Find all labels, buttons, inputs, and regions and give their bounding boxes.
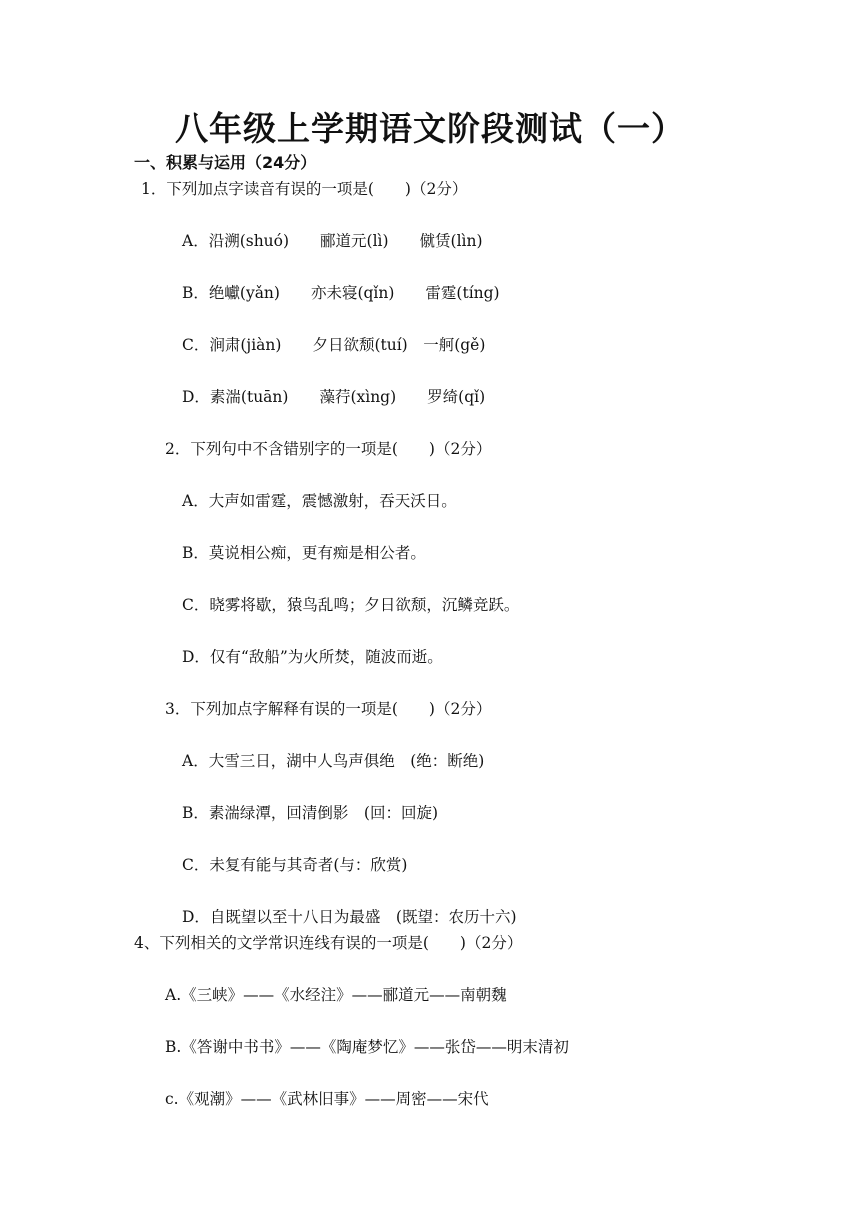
question-4-option-b: B.《答谢中书书》——《陶庵梦忆》——张岱——明末清初 xyxy=(165,1038,569,1056)
question-3-option-b: B．素湍绿潭，回清倒影 (回：回旋) xyxy=(182,804,438,822)
question-1-option-a: A．沿溯(shuó) 郦道元(lì) 僦赁(lìn) xyxy=(182,232,483,250)
question-4-option-a: A.《三峡》——《水经注》——郦道元——南朝魏 xyxy=(165,986,507,1004)
question-2-option-a: A．大声如雷霆，震憾激射，吞天沃日。 xyxy=(182,492,457,510)
question-2-option-d: D．仅有“敌船”为火所焚，随波而逝。 xyxy=(182,648,443,666)
question-2-option-c: C．晓雾将歇，猿鸟乱鸣；夕日欲颓，沉鳞竞跃。 xyxy=(182,596,520,614)
question-2-option-b: B．莫说相公痴，更有痴是相公者。 xyxy=(182,544,426,562)
question-3-option-c: C．未复有能与其奇者(与：欣赏) xyxy=(182,856,408,874)
question-1-option-d: D．素湍(tuān) 藻荇(xìng) 罗绮(qǐ) xyxy=(182,388,486,406)
question-2-stem: 2．下列句中不含错别字的一项是( )（2分） xyxy=(165,440,492,458)
question-3-option-d: D．自既望以至十八日为最盛 (既望：农历十六) xyxy=(182,908,517,926)
question-1-option-c: C．涧肃(jiàn) 夕日欲颓(tuí) 一舸(gě) xyxy=(182,336,486,354)
question-1-stem: 1．下列加点字读音有误的一项是( )（2分） xyxy=(141,180,468,198)
question-3-stem: 3．下列加点字解释有误的一项是( )（2分） xyxy=(165,700,492,718)
question-4-stem: 4、下列相关的文学常识连线有误的一项是( )（2分） xyxy=(134,934,523,952)
section-heading: 一、积累与运用（24分） xyxy=(134,153,317,172)
question-4-option-c: c.《观潮》——《武林旧事》——周密——宋代 xyxy=(165,1090,489,1108)
question-1-option-b: B．绝巘(yǎn) 亦未寝(qǐn) 雷霆(tíng) xyxy=(182,284,500,302)
page-title: 八年级上学期语文阶段测试（一） xyxy=(175,109,685,148)
question-3-option-a: A．大雪三日，湖中人鸟声俱绝 (绝：断绝) xyxy=(182,752,485,770)
